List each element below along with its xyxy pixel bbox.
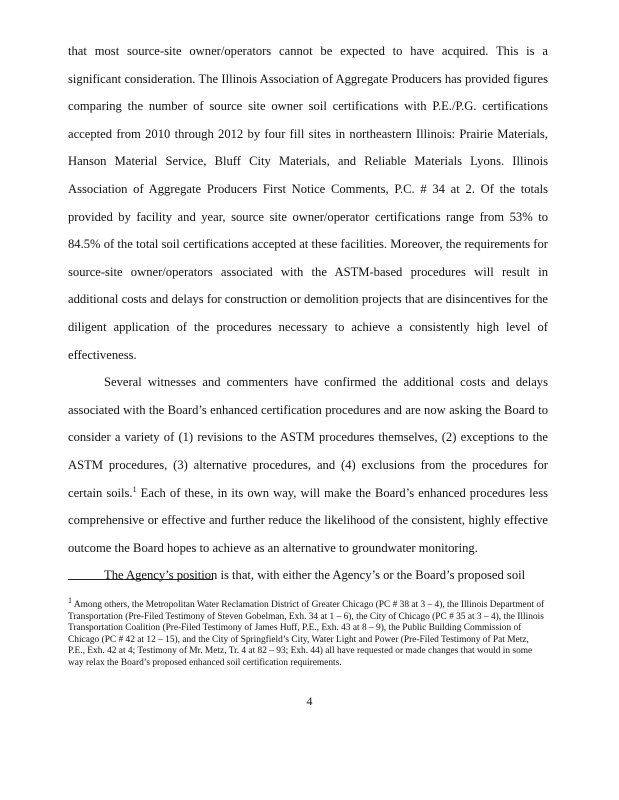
paragraph-1: that most source-site owner/operators cannot be expected to have acquired. This is a significant consideration. The Illinois Association of Aggregate Producers has provided figures comparing the number of source site owner soil certifications with P.E./P.G. certifications accepted from 2010 through 2012 by four fill sites in northeastern Illinois: Prairie Materials, Hanson Material Service, Bluff City Materials, and Reliable Materials Lyons. Illinois Association of Aggregate Producers First Notice Comments, P.C. # 34 at 2. Of the totals provided by facility and year, source site owner/operator certifications range from 53% to 84.5% of the total soil certifications accepted at these facilities. Moreover, the requirements for source-site owner/operators associated with the ASTM-based procedures will result in additional costs and delays for construction or demolition projects that are disincentives for the diligent application of the procedures necessary to achieve a consistently high level of effectiveness. [68,44,548,362]
footnote-reference: 1 [132,484,137,494]
footnote [68,595,548,670]
paragraph-2-continued: Each of these, in its own way, will make the Board’s enhanced procedures less comprehensive or effective and further reduce the likelihood of the consistent, highly effective outcome the Board hopes to achieve as an alternative to groundwater monitoring. [68,485,549,555]
page-number: 4 [306,694,313,708]
footnote-separator [68,579,213,580]
paragraph-3: The Agency’s position is that, with either the Agency’s or the Board’s proposed soil [104,568,526,583]
paragraph-2 [68,369,548,562]
footnote-marker: 1 [68,595,72,605]
body-text [68,38,548,590]
paragraph-2-text: Several witnesses and commenters have confirmed the additional costs and delays associated with the Board’s enhanced certification procedures and are now asking the Board to consider a variety of (1) revisions to the ASTM procedures themselves, (2) exceptions to the ASTM procedures, (3) alternative procedures, and (4) exclusions from the procedures for certain soils. [68,375,548,500]
footnote-text: Among others, the Metropolitan Water Reclamation District of Greater Chicago (PC # 38 at 3 – 4), the Illinois Department of Transportation (Pre-Filed Testimony of Steven Gobelman, Exh. 34 at 1 – 6), the City of Chicago (PC # 35 at 3 – 4), the Illinois Transportation Coalition (Pre-Filed Testimony of James Huff, P.E., Exh. 43 at 8 – 9), the Public Building Commission of Chicago (PC # 42 at 12 – 15), and the City of Springfield’s City, Water Light and Power (Pre-Filed Testimony of Pat Metz, P.E., Exh. 42 at 4; Testimony of Mr. Metz, Tr. 4 at 82 – 93; Exh. 44) all have requested or made changes that would in some way relax the Board’s proposed enhanced soil certification requirements. [68,600,545,668]
